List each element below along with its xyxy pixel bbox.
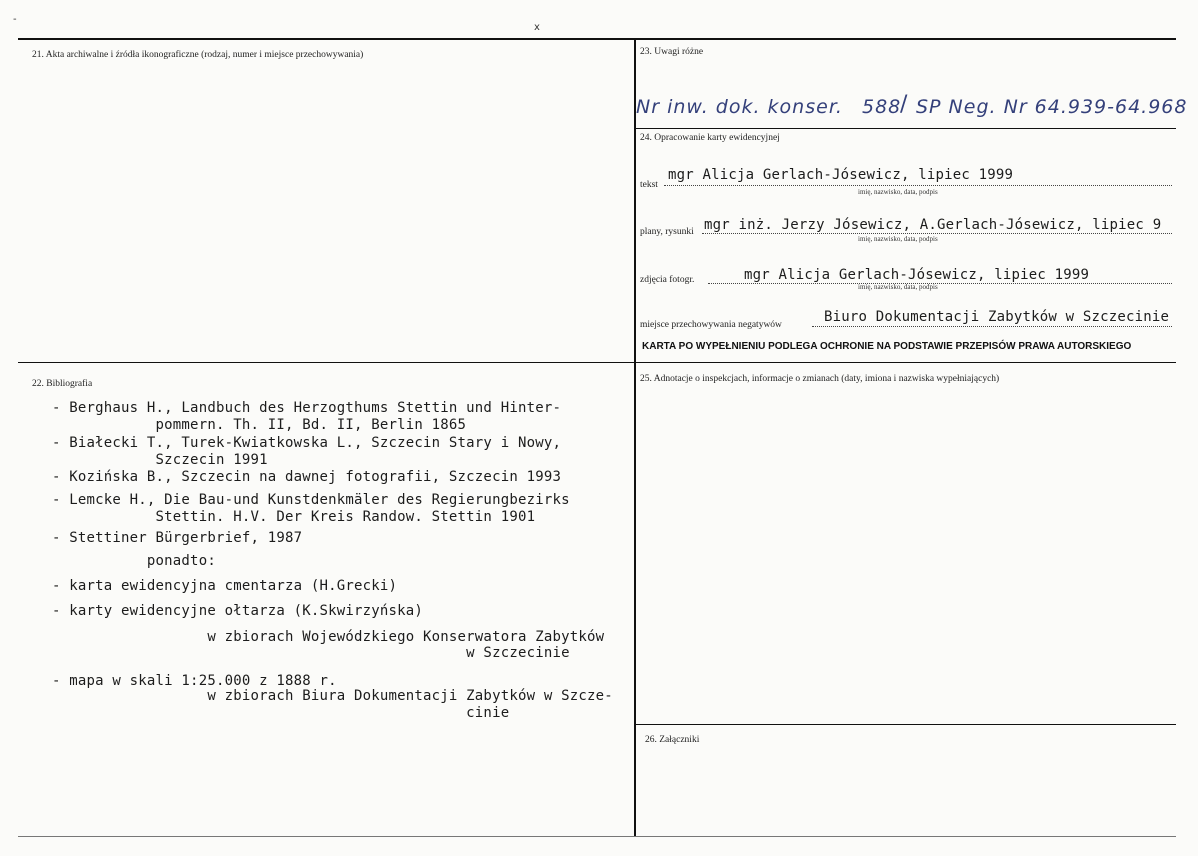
zdjecia-caption: imię, nazwisko, data, podpis	[858, 283, 938, 291]
zdjecia-dotted-line	[708, 283, 1172, 284]
plany-label: plany, rysunki	[640, 227, 694, 237]
bibliography-line: - Białecki T., Turek-Kwiatkowska L., Szczecin Stary i Nowy,	[52, 435, 562, 451]
bibliography-line: Szczecin 1991	[52, 452, 268, 468]
tekst-label: tekst	[640, 180, 658, 190]
section23-label: 23. Uwagi różne	[640, 47, 704, 57]
bibliography-line: cinie	[52, 705, 510, 721]
tekst-dotted-line	[664, 185, 1172, 186]
tekst-caption: imię, nazwisko, data, podpis	[858, 188, 938, 196]
bibliography-line: pommern. Th. II, Bd. II, Berlin 1865	[52, 417, 467, 433]
section22-label: 22. Bibliografia	[32, 379, 93, 389]
bibliography-line: - karta ewidencyjna cmentarza (H.Grecki)	[52, 578, 398, 594]
section26-divider	[635, 724, 1176, 725]
speck-mark: x	[534, 22, 540, 33]
plany-caption: imię, nazwisko, data, podpis	[858, 235, 938, 243]
tekst-value: mgr Alicja Gerlach-Jósewicz, lipiec 1999	[668, 167, 1014, 183]
bibliography-line: w zbiorach Biura Dokumentacji Zabytków w Szcze-	[52, 688, 613, 704]
bibliography-line: w Szczecinie	[52, 645, 570, 661]
bibliography-line: w zbiorach Wojewódzkiego Konserwatora Zabytków	[52, 629, 605, 645]
top-border	[18, 38, 1176, 40]
handwritten-inventory-number: 588	[862, 96, 902, 118]
handwritten-inventory-note: Nr inw. dok. konser.	[636, 96, 843, 118]
section25-label: 25. Adnotacje o inspekcjach, informacje o zmianach (daty, imiona i nazwiska wypełniających)	[640, 374, 1000, 384]
bibliography-line: - karty ewidencyjne ołtarza (K.Skwirzyńska)	[52, 603, 424, 619]
middle-border	[18, 362, 1176, 363]
section26-label: 26. Załączniki	[645, 735, 700, 745]
bibliography-line: ponadto:	[52, 553, 216, 569]
section24-label: 24. Opracowanie karty ewidencyjnej	[640, 133, 780, 143]
plany-dotted-line	[702, 233, 1172, 234]
section21-label: 21. Akta archiwalne i źródła ikonograficzne (rodzaj, numer i miejsce przechowywania)	[32, 50, 364, 60]
zdjecia-label: zdjęcia fotogr.	[640, 275, 695, 285]
handwritten-negative-numbers: SP Neg. Nr 64.939-64.968	[916, 96, 1188, 118]
bottom-border	[18, 836, 1176, 837]
bibliography-line: - Lemcke H., Die Bau-und Kunstdenkmäler des Regierungbezirks	[52, 492, 570, 508]
center-divider	[634, 38, 636, 836]
bibliography-line: - Berghaus H., Landbuch des Herzogthums Stettin und Hinter-	[52, 400, 562, 416]
plany-value: mgr inż. Jerzy Jósewicz, A.Gerlach-Jósewicz, lipiec 9	[704, 217, 1162, 233]
miejsce-dotted-line	[812, 326, 1172, 327]
miejsce-label: miejsce przechowywania negatywów	[640, 320, 782, 330]
bibliography-line: - mapa w skali 1:25.000 z 1888 r.	[52, 673, 337, 689]
bibliography-line: - Stettiner Bürgerbrief, 1987	[52, 530, 303, 546]
bibliography-line: Stettin. H.V. Der Kreis Randow. Stettin 1901	[52, 509, 536, 525]
zdjecia-value: mgr Alicja Gerlach-Jósewicz, lipiec 1999	[744, 267, 1090, 283]
handwritten-separator: /	[900, 92, 908, 117]
section23-divider	[635, 128, 1176, 129]
speck-mark-left: -	[13, 14, 17, 25]
copyright-notice: KARTA PO WYPEŁNIENIU PODLEGA OCHRONIE NA PODSTAWIE PRZEPISÓW PRAWA AUTORSKIEGO	[642, 341, 1132, 352]
miejsce-value: Biuro Dokumentacji Zabytków w Szczecinie	[824, 309, 1170, 325]
bibliography-line: - Kozińska B., Szczecin na dawnej fotografii, Szczecin 1993	[52, 469, 562, 485]
